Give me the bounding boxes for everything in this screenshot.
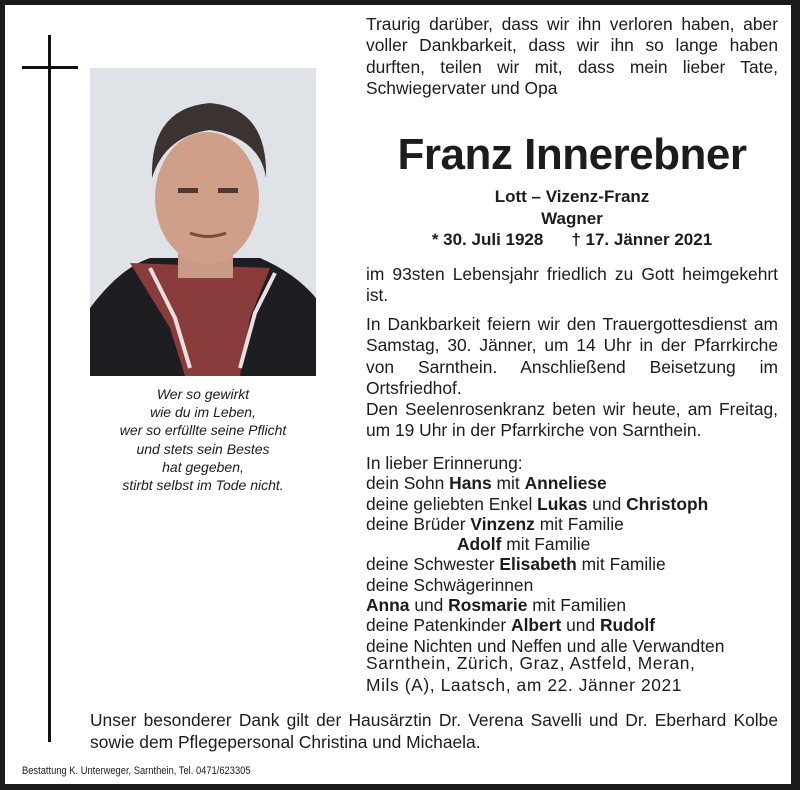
poem-line: stirbt selbst im Tode nicht.: [122, 477, 284, 494]
text: mit Familien: [527, 595, 626, 616]
family-line: [366, 494, 778, 514]
text: mit Familie: [576, 554, 666, 575]
poem-line: wer so erfüllte seine Pflicht: [119, 422, 287, 439]
family-line: [366, 595, 778, 615]
family-line: deine Nichten und Neffen und alle Verwandten: [366, 635, 725, 656]
deceased-name: Franz Innerebner: [397, 130, 747, 179]
text: mit Familie: [501, 534, 591, 555]
name: Christoph: [626, 493, 709, 514]
name: Anneliese: [524, 473, 607, 494]
family-line: [366, 534, 778, 554]
text: deine geliebten Enkel: [366, 493, 538, 514]
name: Albert: [511, 615, 562, 636]
family-line: deine Schwägerinnen: [366, 574, 534, 595]
name: Vinzenz: [470, 513, 535, 534]
death-date: † 17. Jänner 2021: [571, 230, 713, 249]
place-line: Mils (A), Laatsch, am 22. Jänner 2021: [366, 674, 683, 695]
text: mit: [491, 473, 525, 494]
intro-text: Traurig darüber, dass wir ihn verloren haben, aber voller Dankbarkeit, dass wir ihn so lange haben durften, teilen wir mit, dass mein lieber Tate, Schwiegervater und Opa: [366, 14, 778, 99]
name: Elisabeth: [499, 554, 577, 575]
poem-line: wie du im Leben,: [150, 404, 256, 421]
text: und: [409, 595, 449, 616]
poem: [90, 385, 316, 494]
text: deine Brüder: [366, 513, 471, 534]
name: Rosmarie: [448, 595, 528, 616]
text: und: [561, 615, 600, 636]
text: dein Sohn: [366, 473, 450, 494]
name: Hans: [449, 473, 492, 494]
funeral-text: In Dankbarkeit feiern wir den Trauergottesdienst am Samstag, 30. Jänner, um 14 Uhr in der Pfarrkirche von Sarnthein. Anschließend Beisetzung im Ortsfriedhof.: [366, 314, 778, 399]
house-name: Wagner: [541, 208, 603, 228]
name-details: [366, 186, 778, 251]
nickname: Lott – Vizenz-Franz: [494, 187, 650, 206]
family-intro: In lieber Erinnerung:: [366, 453, 523, 473]
portrait-photo: [90, 68, 316, 376]
poem-line: und stets sein Bestes: [136, 440, 270, 457]
family-list: [366, 453, 778, 656]
cross-icon: [48, 35, 51, 742]
text: deine Schwester: [366, 554, 500, 575]
name: Adolf: [457, 534, 502, 555]
family-line: [366, 554, 778, 574]
family-line: [366, 473, 778, 493]
life-dates: [366, 229, 778, 251]
birth-date: * 30. Juli 1928: [431, 230, 544, 249]
poem-line: hat gegeben,: [162, 458, 244, 475]
name: Rudolf: [599, 615, 656, 636]
name: Lukas: [537, 493, 588, 514]
funeral-home-footer: Bestattung K. Unterweger, Sarnthein, Tel. 0471/623305: [22, 765, 251, 777]
obituary-notice: [5, 5, 791, 784]
place-and-date: [366, 653, 778, 696]
cross-icon-bar: [22, 66, 78, 69]
thanks-text: Unser besonderer Dank gilt der Hausärztin Dr. Verena Savelli und Dr. Eberhard Kolbe sowie dem Pflegepersonal Christina und Michaela.: [90, 710, 778, 752]
family-line: [366, 615, 778, 635]
passing-text: im 93sten Lebensjahr friedlich zu Gott heimgekehrt ist.: [366, 264, 778, 306]
family-line: [366, 514, 778, 534]
name: Anna: [366, 595, 410, 616]
poem-line: Wer so gewirkt: [156, 386, 250, 402]
text: mit Familie: [534, 513, 624, 534]
rosary-text: Den Seelenrosenkranz beten wir heute, am Freitag, um 19 Uhr in der Pfarrkirche von Sarnthein.: [366, 399, 778, 441]
text: und: [587, 493, 627, 514]
place-line: Sarnthein, Zürich, Graz, Astfeld, Meran,: [366, 653, 696, 673]
text: deine Patenkinder: [366, 615, 512, 636]
